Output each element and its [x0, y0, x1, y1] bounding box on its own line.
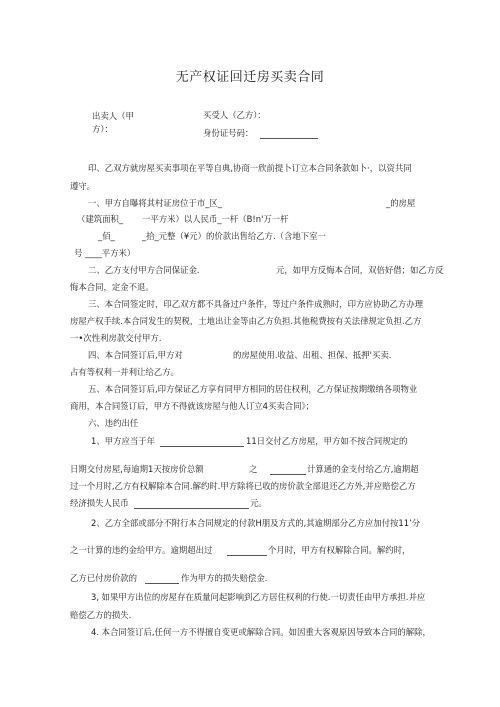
clause-2: 二、乙方支付甲方合同保证金. — [88, 265, 200, 275]
clause-4-rights: 的房屋使用.收益、出租、担保、抵押'买卖. — [233, 350, 392, 360]
para-intro-cont: 遵守。 — [70, 181, 96, 191]
clause-6-2-months-blank — [227, 545, 267, 556]
clause-6-2-ratio-blank — [145, 573, 179, 584]
clause-4: 四、本合同签订后,甲方对 — [88, 350, 183, 360]
page-title: 无产权证回迁房买卖合同 — [175, 70, 325, 85]
clause-5-cont: 商用，本合同签订后，甲方不得就该房屋与他人订立4买卖合同》； — [70, 401, 315, 411]
clause-6-2-compensation: 作为甲方的损失赔偿金. — [181, 573, 268, 583]
clause-1-amount: _拾_元整（¥元）的价款出售给乙方.（含地下室一 — [142, 231, 326, 241]
id-label: 身份证号码： — [203, 128, 254, 138]
id-number-blank — [260, 128, 318, 139]
clause-6-1-yuan: 元。 — [250, 498, 267, 508]
clause-6-1-loss-blank — [134, 498, 249, 509]
clause-6-1-penalty: 计算通的金支付给乙方,逾期超 — [307, 464, 419, 474]
clause-6-2-termination: 个月时，甲方有权解除合同。解约时， — [268, 545, 411, 555]
clause-5: 五、本合同签订后,印方保证乙方享有同甲方相同的居住权利，乙方保证按期缴纳各项物业 — [88, 384, 418, 394]
clause-1-basement: 号 ____平方米） — [74, 248, 136, 258]
clause-1-hundreds: _佰_ — [98, 231, 115, 241]
clause-6-2-cont: 之一计算的违约金给甲方。逾期超出过 — [70, 545, 213, 555]
clause-2-cont: 悔本合同，定金不退。 — [70, 282, 154, 292]
clause-6-1-delay: 日期交付房屋,每逾期1天按房价总额 — [70, 464, 204, 474]
clause-1: 一、甲方自曝将其村证房位于市_区_ — [88, 198, 222, 208]
clause-6-heading: 六、违约出任 — [88, 418, 139, 428]
clause-6-1-rate-blank — [270, 464, 306, 475]
clause-1-house: _的房屋 — [386, 198, 416, 208]
clause-6-1: 1、甲方应当于年 — [91, 436, 155, 446]
clause-6-2: 2、乙方全部或部分不附行本合同规定的付款H朋及方式的,其逾期部分乙方应加付按11’分 — [91, 518, 421, 528]
clause-4-cont: 占有等权利一并利让给乙方。 — [70, 367, 179, 377]
clause-6-4: 4. 本合同签订后,任何一方不得擅自变更或解除合同。如因重大客观原因导致本合同的解除， — [91, 627, 431, 637]
para-intro: 印、乙双方就房屋买卖事项在平等自典,协商一欣前提卜订立本合同条款如卜·，以资共同 — [88, 163, 412, 173]
seller-label-cont: 方）： — [92, 124, 113, 134]
clause-6-1-termination: 过一个月时,乙方有权解除本合同.解约时.甲方除将已收的房价款全部退还乙方外,并应赔偿乙方 — [70, 481, 416, 491]
clause-6-1-of: 之 — [249, 464, 258, 474]
clause-6-3: 3, 如果甲方出位的房屋存在质量问起影响到乙方居住权利的行使.一切责任由甲方承担.并应 — [91, 592, 426, 602]
clause-6-1-cont: 11日交付乙方房屋，甲方如不按合同规定的 — [246, 436, 408, 446]
clause-2-deposit: 元，如甲方反悔本合同，双倍好借；如乙方反 — [276, 265, 444, 275]
clause-6-1-loss: 经济损失人民币 — [70, 498, 129, 508]
buyer-label: 买受人（乙方）： — [203, 110, 266, 120]
clause-3-payment: 一•次性利房款交付甲方. — [70, 333, 162, 343]
seller-label: 出卖人（甲 — [92, 111, 134, 121]
clause-3-cont: 房屋产权手续.本合同发生的契税，土地出让金等由乙方负担.其他税费按有关法律规定负担.乙方 — [70, 316, 422, 326]
clause-6-3-cont: 赔偿乙方的损失. — [70, 610, 132, 620]
clause-6-1-date-blank — [160, 436, 244, 447]
clause-6-2-paid: 乙方已付房价款的 — [70, 573, 137, 583]
clause-1-area: （建筑面积_ — [77, 214, 124, 224]
clause-1-price: 一平方米）以人民币_一杆（B!n'万一杆 — [142, 214, 289, 224]
clause-3: 三、本合同签定时，印乙双方都不具备过户条件，等过户条件成熟时，印方应协助乙方办理 — [88, 299, 423, 309]
